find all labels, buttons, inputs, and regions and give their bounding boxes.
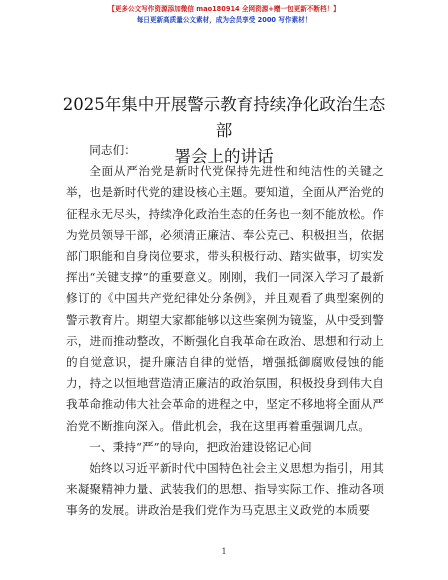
greeting: 同志们： [89,143,136,157]
page-number: 1 [221,547,227,556]
promo-banner [0,4,448,26]
paragraph-section-1: 始终以习近平新时代中国特色社会主义思想为指引，用其来凝聚精神力量、武装我们的思想、指导实际工作、推动各项事务的发展。讲政治是我们党作为马克思主义政党的本质要 [66,461,384,518]
section-heading-1: 一、秉持“严”的导向，把政治建设铭记心间 [89,439,312,454]
promo-banner-line2: 每日更新高质量公文素材，成为会员享受 2000 写作素材！ [136,16,312,24]
paragraph-intro: 全面从严治党是新时代党保持先进性和纯洁性的关键之举，也是新时代党的建设核心主题。要知道，全面从严治党的征程永无尽头，持续净化政治生态的任务也一刻不能放松。作为党员领导干部，必须清正廉洁、奉公克己、积极担当，依据部门职能和自身岗位要求，带头积极行动、踏实做事，切实发挥出“关键支撑”的重要意义。刚刚，我们一同深入学习了最新修订的《中国共产党纪律处分条例》，并且观看了典型案例的警示教育片。期望大家都能够以这些案例为镜鉴，从中受到警示，进而推动整改，不断强化自我革命在政治、思想和行动上的自觉意识，提升廉洁自律的觉悟，增强抵御腐败侵蚀的能力，持之以恒地营造清正廉洁的政治氛围，积极投身到伟大自我革命推动伟大社会革命的进程之中，坚定不移地将全面从严治党不断推向深入。借此机会，我在这里再着重强调几点。 [66,164,384,433]
promo-banner-line1: 【更多公文写作资源添加微信 mao180914 全网资源+赠一包更新不断档！】 [108,5,340,13]
document-body [66,140,384,522]
document-title-line1: 2025年集中开展警示教育持续净化政治生态部 [62,95,386,140]
document-title-line2: 署会上的讲话 [174,147,274,166]
